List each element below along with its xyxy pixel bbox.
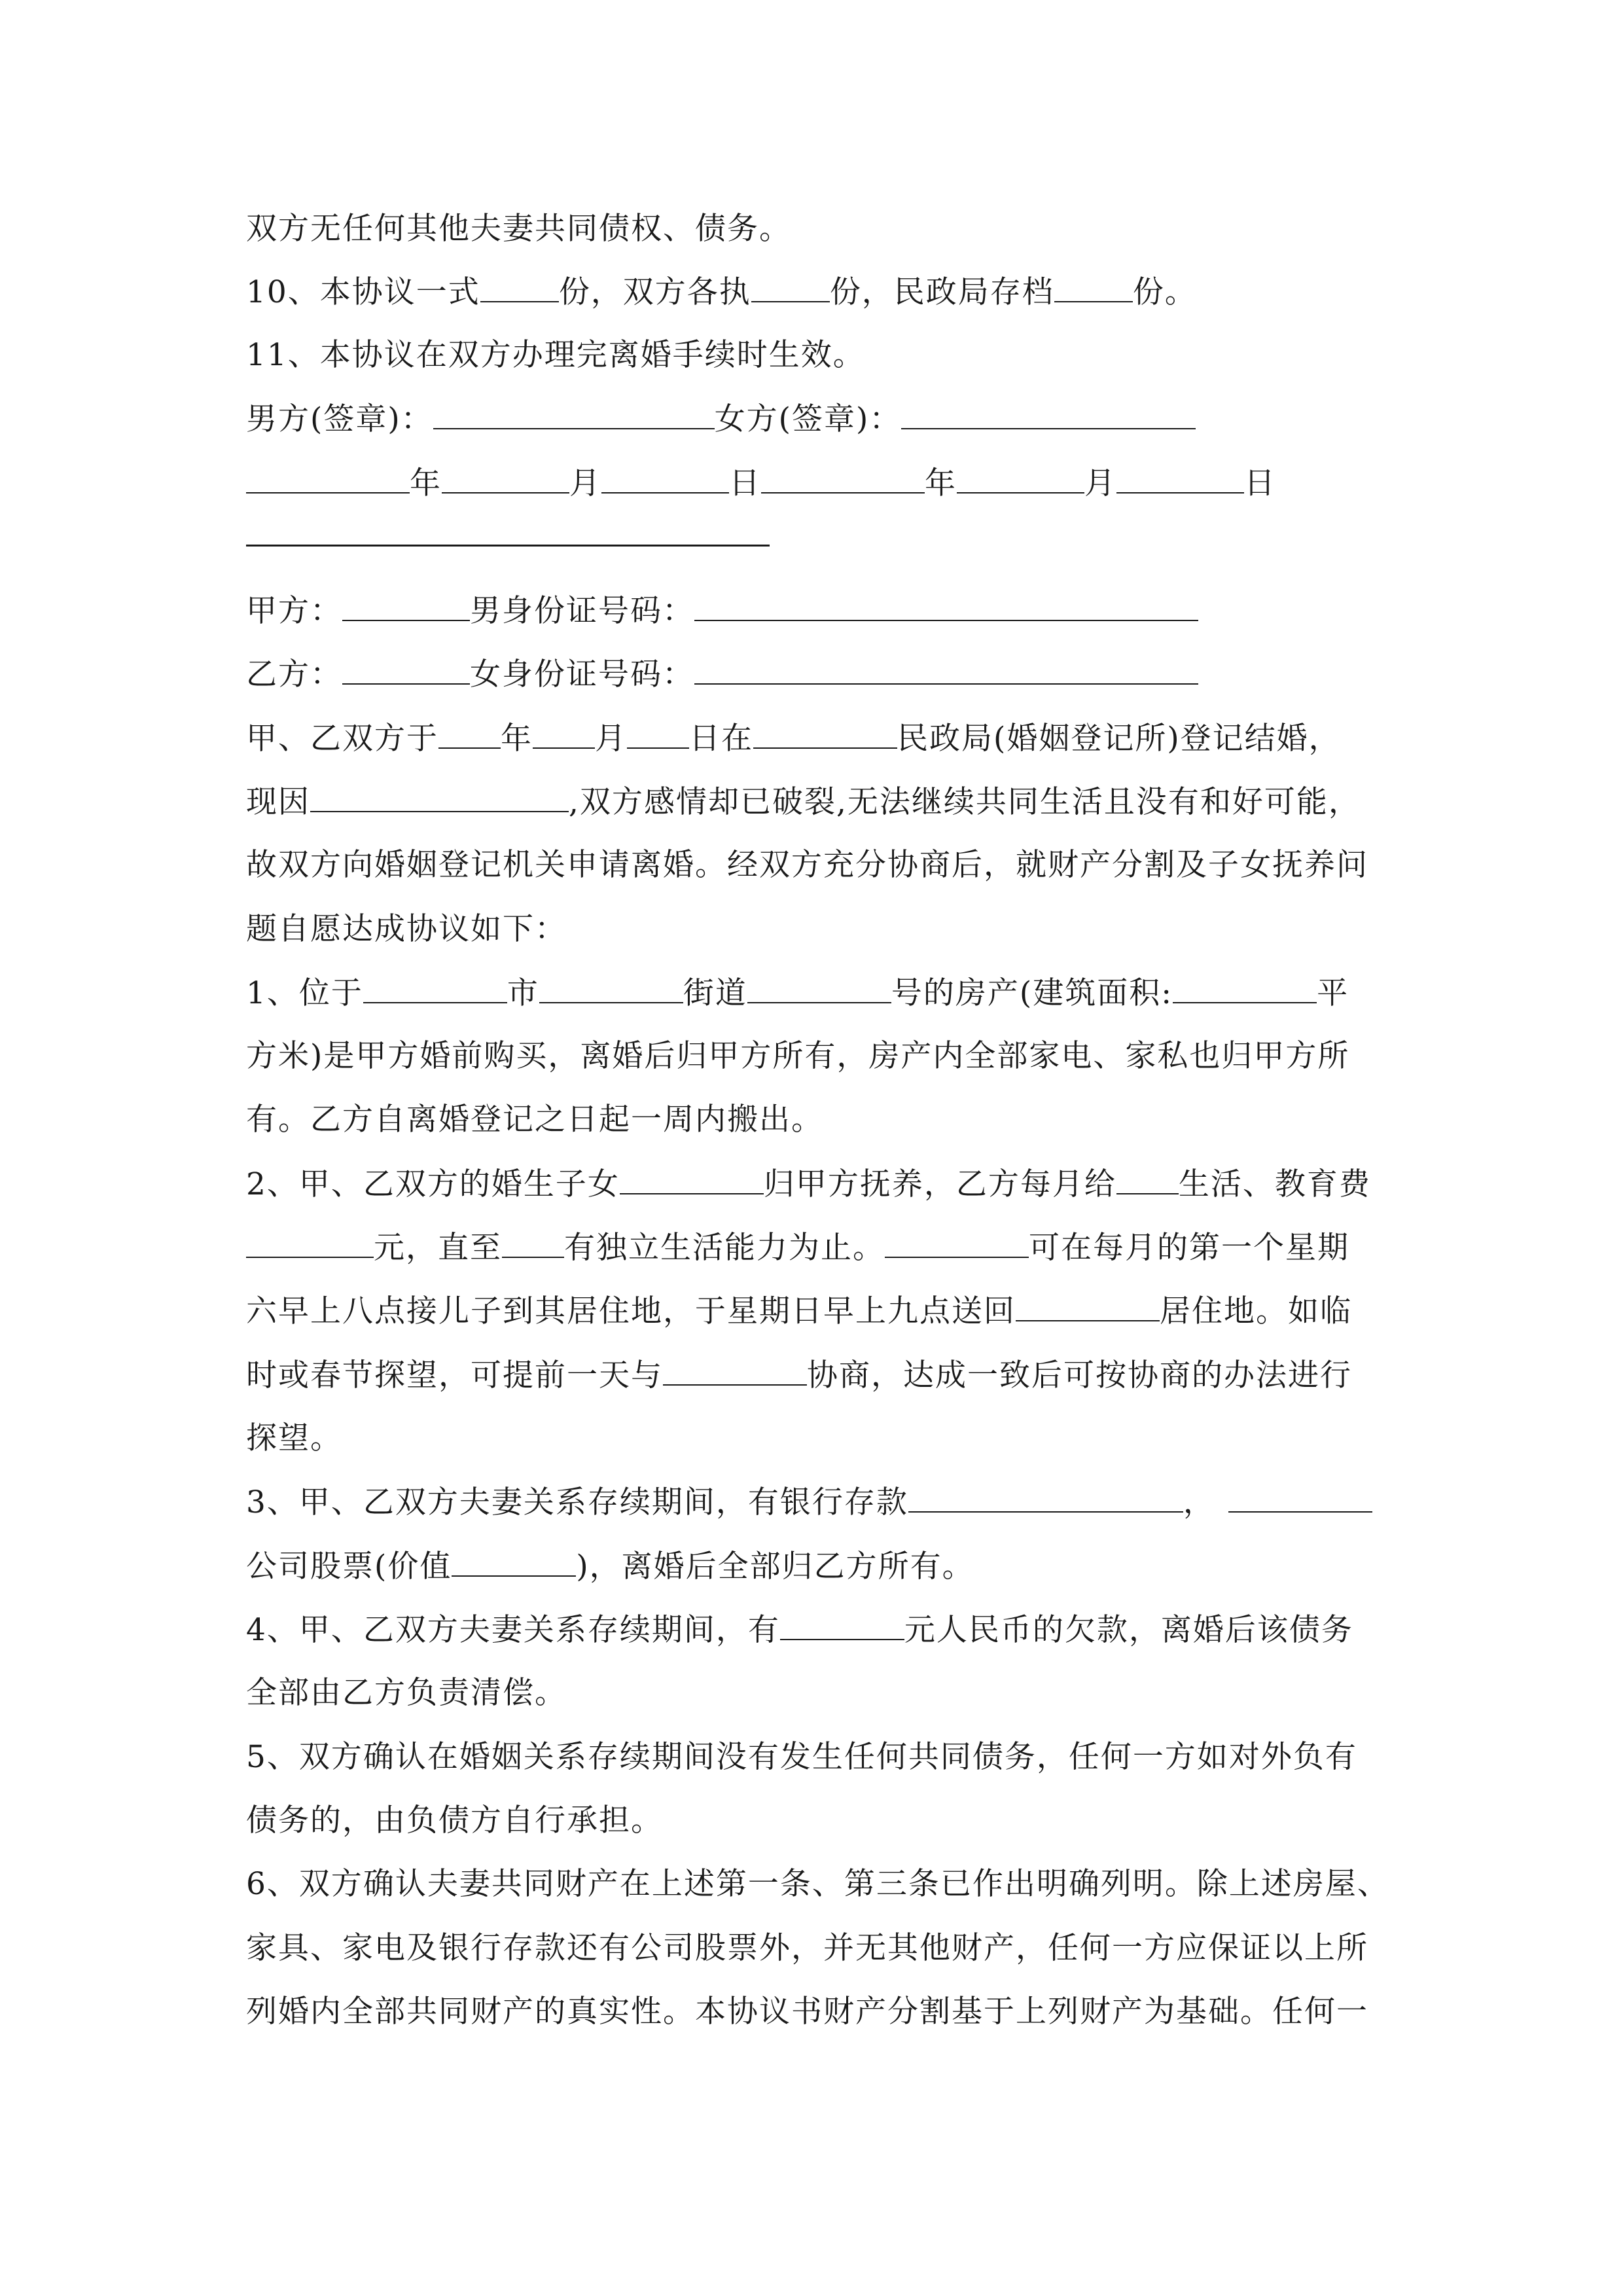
- text: 日: [729, 465, 761, 501]
- text: 1、位于: [246, 975, 363, 1011]
- blank-field: [1228, 1482, 1372, 1513]
- text: 月: [1084, 465, 1116, 501]
- blank-field: [1116, 1164, 1179, 1194]
- clause-5-line-1: [246, 1738, 1357, 1777]
- blank-field: [1173, 973, 1317, 1003]
- text: 列婚内全部共同财产的真实性。本协议书财产分割基于上列财产为基础。任何一: [246, 1994, 1368, 2030]
- marriage-registration-line: [246, 719, 1341, 759]
- blank-field: [780, 1610, 904, 1640]
- blank-field: [885, 1228, 1029, 1258]
- blank-field: [753, 719, 897, 749]
- blank-field: [1054, 272, 1133, 302]
- party-b-line: [246, 655, 1198, 694]
- blank-field: [957, 463, 1084, 493]
- clause-2-line-2: [246, 1228, 1349, 1268]
- text: 归甲方抚养，乙方每月给: [763, 1166, 1116, 1202]
- para-line: [246, 846, 1368, 885]
- clause-2-line-1: [246, 1164, 1371, 1204]
- text: 方米)是甲方婚前购买，离婚后归甲方所有，房产内全部家电、家私也归甲方所: [246, 1038, 1350, 1074]
- clause-11: [246, 336, 865, 375]
- text: 可在每月的第一个星期: [1029, 1230, 1349, 1266]
- text: 债务的，由负债方自行承担。: [246, 1803, 663, 1839]
- clause-6-line-1: [246, 1865, 1389, 1904]
- text: 男身份证号码：: [470, 593, 694, 629]
- text: 4、甲、乙双方夫妻关系存续期间，有: [246, 1612, 780, 1648]
- blank-field: [310, 782, 569, 812]
- blank-field: [694, 591, 1198, 621]
- clause-5-line-2: [246, 1801, 663, 1840]
- text: 六早上八点接儿子到其居住地，于星期日早上九点送回: [246, 1293, 1016, 1329]
- clause-6-line-3: [246, 1992, 1368, 2032]
- reason-line: [246, 782, 1361, 822]
- text: 全部由乙方负责清偿。: [246, 1675, 567, 1711]
- text: 民政局(婚姻登记所)登记结婚，: [897, 721, 1341, 757]
- text: 年: [501, 721, 533, 757]
- clause-1-line-1: [246, 973, 1349, 1013]
- clause-2-line-5: [246, 1419, 342, 1458]
- clause-1-line-3: [246, 1100, 823, 1139]
- date-line: [246, 463, 1276, 503]
- text: 有独立生活能力为止。: [564, 1230, 885, 1266]
- text: )，离婚后全部归乙方所有。: [576, 1549, 974, 1585]
- text: 乙方：: [246, 656, 342, 692]
- text: 5、双方确认在婚姻关系存续期间没有发生任何共同债务，任何一方如对外负有: [246, 1739, 1357, 1775]
- text: 协商，达成一致后可按协商的办法进行: [807, 1357, 1352, 1393]
- text: 元，直至: [374, 1230, 502, 1266]
- text: 双方无任何其他夫妻共同债权、债务。: [246, 211, 791, 247]
- blank-field: [342, 591, 470, 621]
- party-a-line: [246, 591, 1198, 631]
- clause-10: [246, 272, 1197, 312]
- text: 元人民币的欠款，离婚后该债务: [904, 1612, 1353, 1648]
- text: 日: [1244, 465, 1276, 501]
- text: 公司股票(价值: [246, 1549, 452, 1585]
- clause-4-line-2: [246, 1674, 567, 1713]
- text: 年: [925, 465, 957, 501]
- text: 份。: [1132, 274, 1197, 310]
- text: 平: [1317, 975, 1349, 1011]
- text: 11、本协议在双方办理完离婚手续时生效。: [246, 337, 865, 373]
- blank-field: [908, 1482, 1183, 1513]
- text: 现因: [246, 784, 310, 820]
- blank-field: [452, 1547, 576, 1577]
- text: 街道: [683, 975, 747, 1011]
- blank-field: [694, 655, 1198, 685]
- text: 题自愿达成协议如下：: [246, 911, 567, 947]
- text: 月: [569, 465, 601, 501]
- text: 年: [410, 465, 442, 501]
- blank-field: [627, 719, 689, 749]
- blank-field: [442, 463, 569, 493]
- blank-field: [480, 272, 559, 302]
- text: 女身份证号码：: [470, 656, 694, 692]
- blank-field: [246, 463, 410, 493]
- blank-field: [761, 463, 925, 493]
- text: 时或春节探望，可提前一天与: [246, 1357, 663, 1393]
- text: 市: [507, 975, 539, 1011]
- text: 3、甲、乙双方夫妻关系存续期间，有银行存款: [246, 1484, 908, 1520]
- text: ,双方感情却已破裂,无法继续共同生活且没有和好可能，: [569, 784, 1361, 820]
- blank-field: [747, 973, 891, 1003]
- blank-field: [663, 1355, 807, 1386]
- text: 甲、乙双方于: [246, 721, 438, 757]
- text: 生活、教育费: [1178, 1166, 1371, 1202]
- signature-line: [246, 399, 1196, 439]
- clause-6-line-2: [246, 1929, 1368, 1968]
- text: 日在: [689, 721, 753, 757]
- text: 家具、家电及银行存款还有公司股票外，并无其他财产，任何一方应保证以上所: [246, 1930, 1368, 1966]
- text: 有。乙方自离婚登记之日起一周内搬出。: [246, 1102, 823, 1138]
- text: 份，双方各执: [558, 274, 751, 310]
- blank-field: [502, 1228, 564, 1258]
- text: 2、甲、乙双方的婚生子女: [246, 1166, 620, 1202]
- blank-field: [438, 719, 501, 749]
- blank-field: [533, 719, 595, 749]
- clause-2-line-3: [246, 1291, 1352, 1331]
- blank-field: [246, 1228, 374, 1258]
- female-signature-label: 女方(签章)：: [714, 401, 902, 437]
- text: 6、双方确认夫妻共同财产在上述第一条、第三条已作出明确列明。除上述房屋、: [246, 1866, 1389, 1902]
- blank-field: [539, 973, 683, 1003]
- female-signature-blank: [901, 399, 1196, 429]
- text: 探望。: [246, 1420, 342, 1456]
- text: 月: [595, 721, 627, 757]
- para-line: [246, 910, 567, 949]
- blank-field: [601, 463, 729, 493]
- blank-field: [342, 655, 470, 685]
- text: 10、本协议一式: [246, 274, 480, 310]
- text: 甲方：: [246, 593, 342, 629]
- clause-2-line-4: [246, 1355, 1352, 1395]
- text: ，: [1183, 1484, 1215, 1520]
- blank-field: [363, 973, 507, 1003]
- clause-3-line-2: [246, 1547, 974, 1587]
- blank-field: [751, 272, 830, 302]
- text: 故双方向婚姻登记机关申请离婚。经双方充分协商后，就财产分割及子女抚养问: [246, 847, 1368, 883]
- male-signature-blank: [433, 399, 715, 429]
- clause-3-line-1: [246, 1482, 1372, 1522]
- para-line-1: [246, 209, 791, 249]
- clause-4-line-1: [246, 1610, 1353, 1650]
- blank-field: [1116, 463, 1244, 493]
- text: 居住地。如临: [1160, 1293, 1352, 1329]
- clause-1-line-2: [246, 1037, 1349, 1076]
- male-signature-label: 男方(签章)：: [246, 401, 433, 437]
- section-divider: [246, 545, 770, 547]
- text: 号的房产(建筑面积:: [891, 975, 1173, 1011]
- blank-field: [1016, 1291, 1160, 1321]
- text: 份，民政局存档: [829, 274, 1054, 310]
- blank-field: [620, 1164, 764, 1194]
